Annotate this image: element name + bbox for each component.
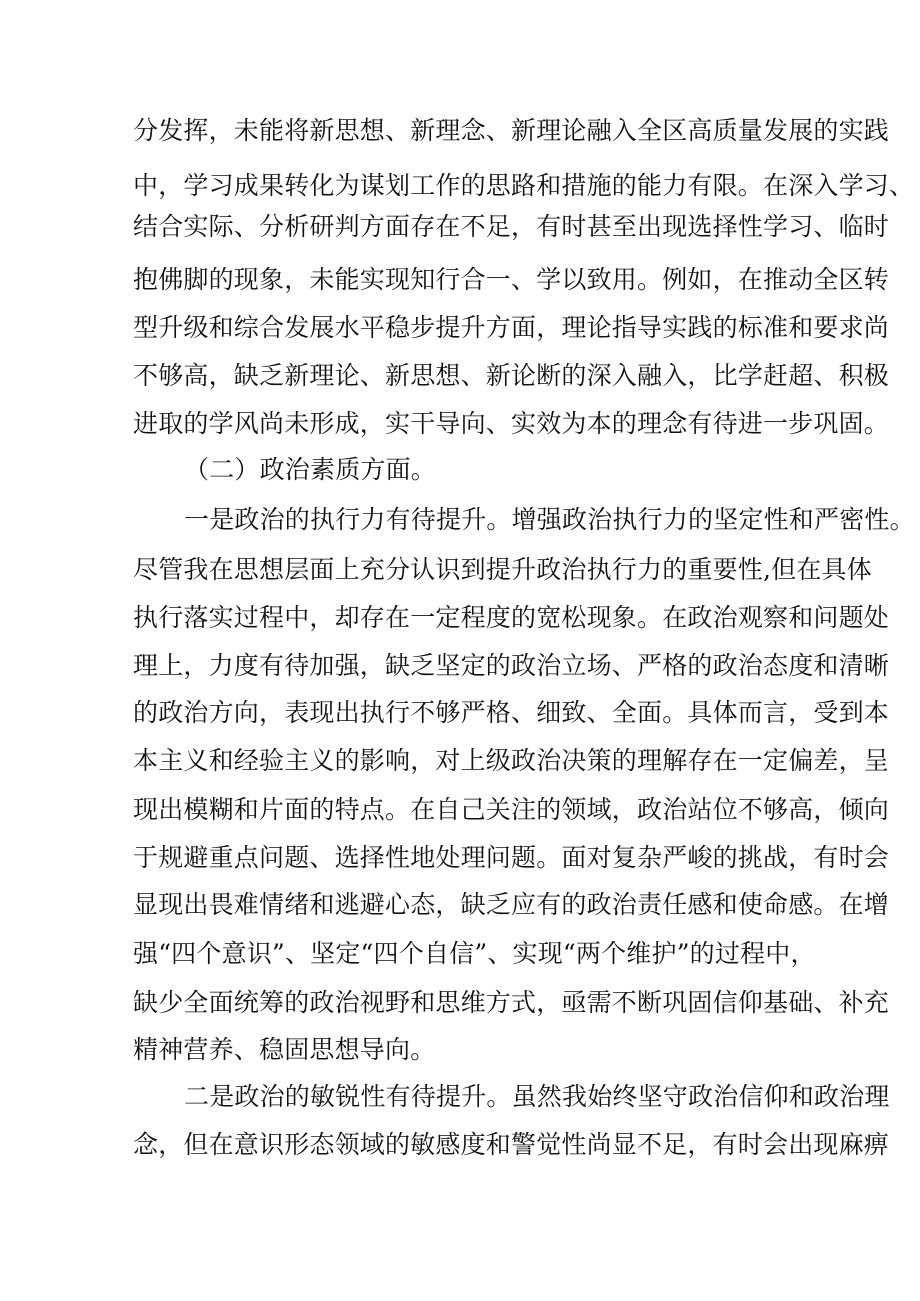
- text-line: 尽管我在思想层面上充分认识到提升政治执行力的重要性,但在具体: [133, 555, 872, 584]
- text-line: 抱佛脚的现象，未能实现知行合一、学以致用。例如，在推动全区转: [133, 265, 890, 294]
- text-line: 分发挥，未能将新思想、新理念、新理论融入全区高质量发展的实践: [133, 116, 890, 145]
- text-line: 结合实际、分析研判方面存在不足，有时甚至出现选择性学习、临时: [133, 212, 890, 241]
- text-line: 不够高，缺乏新理论、新思想、新论断的深入融入，比学赶超、积极: [133, 361, 890, 390]
- section-heading: （二）政治素质方面。: [184, 455, 437, 484]
- text-line: 进取的学风尚未形成，实干导向、实效为本的理念有待进一步巩固。: [133, 409, 890, 438]
- text-line: 于规避重点问题、选择性地处理问题。面对复杂严峻的挑战，有时会: [133, 843, 890, 872]
- text-line: 执行落实过程中，却存在一定程度的宽松现象。在政治观察和问题处: [133, 603, 890, 632]
- text-line: 精神营养、稳固思想导向。: [133, 1035, 436, 1064]
- text-line: 中，学习成果转化为谋划工作的思路和措施的能力有限。在深入学习、: [133, 171, 915, 200]
- text-line: 理上，力度有待加强，缺乏坚定的政治立场、严格的政治态度和清晰: [133, 651, 890, 680]
- text-line: 显现出畏难情绪和逃避心态，缺乏应有的政治责任感和使命感。在增: [133, 890, 890, 919]
- text-line: 念，但在意识形态领域的敏感度和警觉性尚显不足，有时会出现麻痹: [133, 1130, 890, 1159]
- text-line: 二是政治的敏锐性有待提升。虽然我始终坚守政治信仰和政治理: [184, 1082, 890, 1111]
- text-line: 强“四个意识”、坚定“四个自信”、实现“两个维护”的过程中，: [133, 939, 816, 968]
- text-line: 的政治方向，表现出执行不够严格、细致、全面。具体而言，受到本: [133, 698, 890, 727]
- text-line: 缺少全面统筹的政治视野和思维方式，亟需不断巩固信仰基础、补充: [133, 988, 890, 1017]
- text-line: 一是政治的执行力有待提升。增强政治执行力的坚定性和严密性。: [184, 505, 915, 534]
- text-line: 现出模糊和片面的特点。在自己关注的领域，政治站位不够高，倾向: [133, 795, 890, 824]
- text-line: 型升级和综合发展水平稳步提升方面，理论指导实践的标准和要求尚: [133, 313, 890, 342]
- text-line: 本主义和经验主义的影响，对上级政治决策的理解存在一定偏差，呈: [133, 746, 890, 775]
